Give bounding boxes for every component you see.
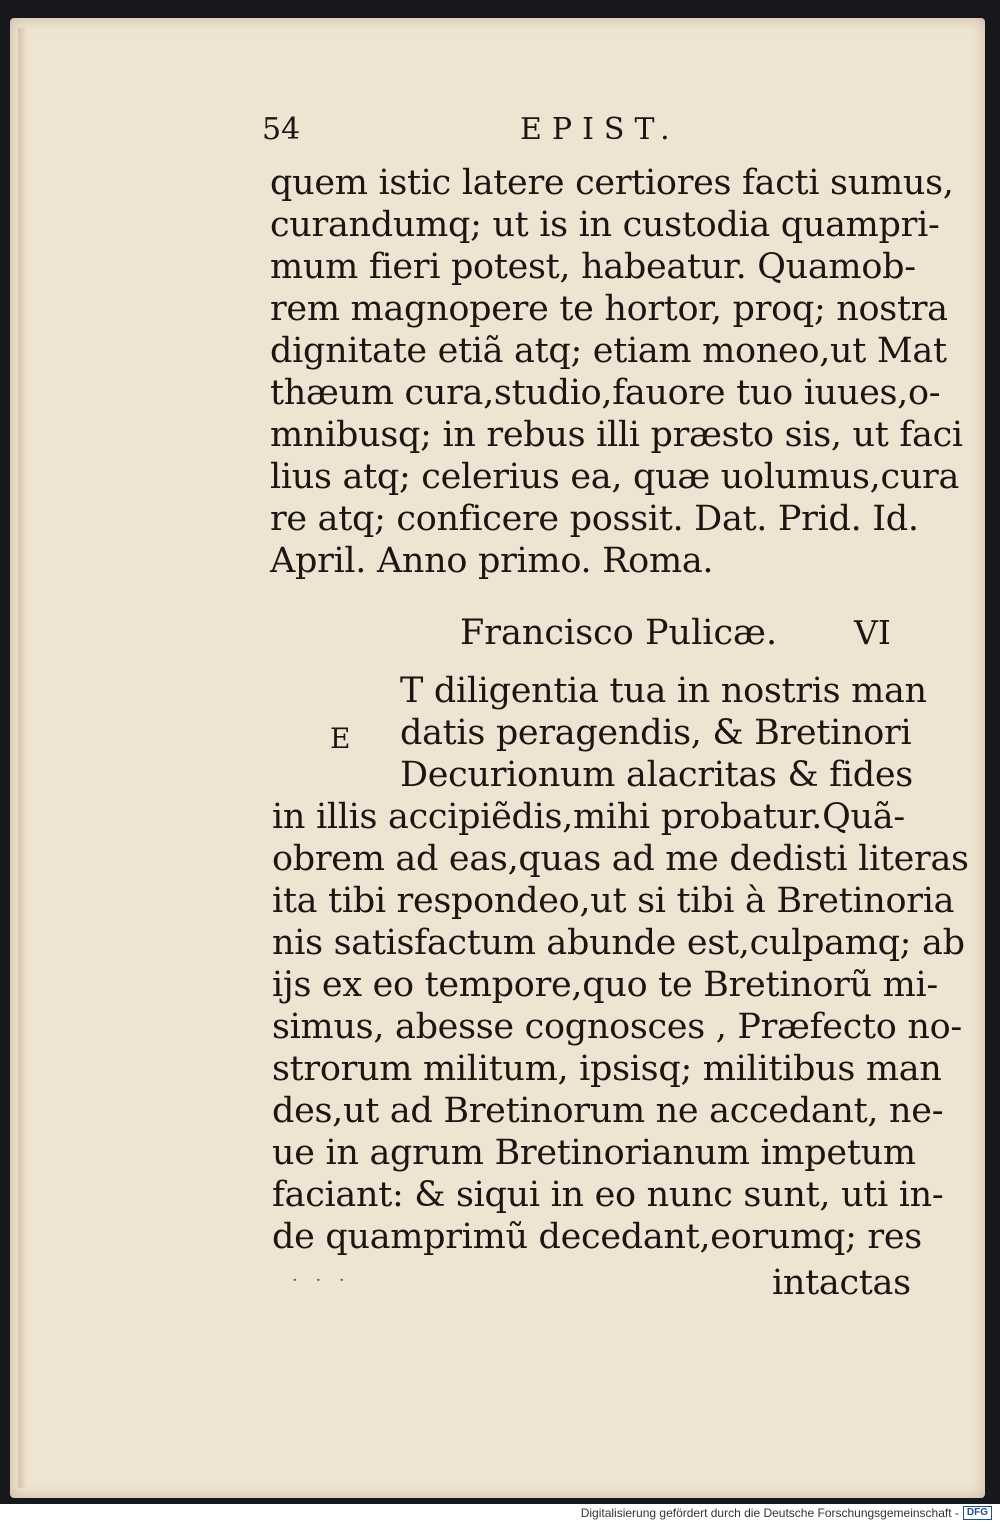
text-line: obrem ad eas,quas ad me dedisti literas bbox=[272, 839, 969, 879]
dfg-logo: DFG bbox=[963, 1506, 992, 1520]
text-line: thæum cura,studio,fauore tuo iuues,o- bbox=[270, 373, 941, 413]
text-line: datis peragendis, & Bretinori bbox=[400, 713, 912, 753]
text-line: mum fieri potest, habeatur. Quamob- bbox=[270, 247, 916, 287]
running-title: EPIST. bbox=[520, 112, 680, 147]
page-gutter-shadow bbox=[18, 28, 28, 1488]
text-line: curandumq; ut is in custodia quampri- bbox=[270, 205, 940, 245]
text-line: ue in agrum Bretinorianum impetum bbox=[272, 1133, 916, 1173]
text-line: ita tibi respondeo,ut si tibi à Bretinoria bbox=[272, 881, 955, 921]
digitization-credit bbox=[581, 1504, 992, 1522]
footer-credit-text: Digitalisierung gefördert durch die Deutsche Forschungsgemeinschaft - bbox=[580, 1506, 959, 1520]
text-line: faciant: & siqui in eo nunc sunt, uti in- bbox=[272, 1175, 944, 1215]
letter-heading bbox=[460, 610, 920, 656]
text-line: mnibusq; in rebus illi præsto sis, ut faci bbox=[270, 415, 963, 455]
printer-ornament: · · · bbox=[292, 1270, 351, 1291]
running-head bbox=[262, 108, 682, 152]
page-number: 54 bbox=[262, 112, 301, 147]
text-line: de quamprimũ decedant,eorumq; res bbox=[272, 1217, 922, 1257]
letter-number: VI bbox=[854, 613, 891, 652]
text-line: Decurionum alacritas & fides bbox=[400, 755, 913, 795]
drop-cap-initial: E bbox=[330, 722, 351, 755]
text-line: rem magnopere te hortor, proq; nostra bbox=[270, 289, 948, 329]
text-line: ijs ex eo tempore,quo te Bretinorũ mi- bbox=[272, 965, 938, 1005]
text-line: nis satisfactum abunde est,culpamq; ab bbox=[272, 923, 965, 963]
text-line: des,ut ad Bretinorum ne accedant, ne- bbox=[272, 1091, 944, 1131]
catchword-text: intactas bbox=[772, 1263, 911, 1303]
text-line: T diligentia tua in nostris man bbox=[400, 671, 927, 711]
text-line: simus, abesse cognosces , Præfecto no- bbox=[272, 1007, 962, 1047]
text-line: re atq; conficere possit. Dat. Prid. Id. bbox=[270, 499, 919, 539]
text-line: April. Anno primo. Roma. bbox=[270, 541, 714, 581]
text-line: in illis accipiẽdis,mihi probatur.Quã- bbox=[272, 797, 905, 837]
text-line: lius atq; celerius ea, quæ uolumus,cura bbox=[270, 457, 960, 497]
text-line: strorum militum, ipsisq; militibus man bbox=[272, 1049, 942, 1089]
letter-addressee: Francisco Pulicæ. bbox=[460, 613, 778, 653]
text-line: quem istic latere certiores facti sumus, bbox=[270, 163, 954, 203]
text-line: dignitate etiã atq; etiam moneo,ut Mat bbox=[270, 331, 947, 371]
